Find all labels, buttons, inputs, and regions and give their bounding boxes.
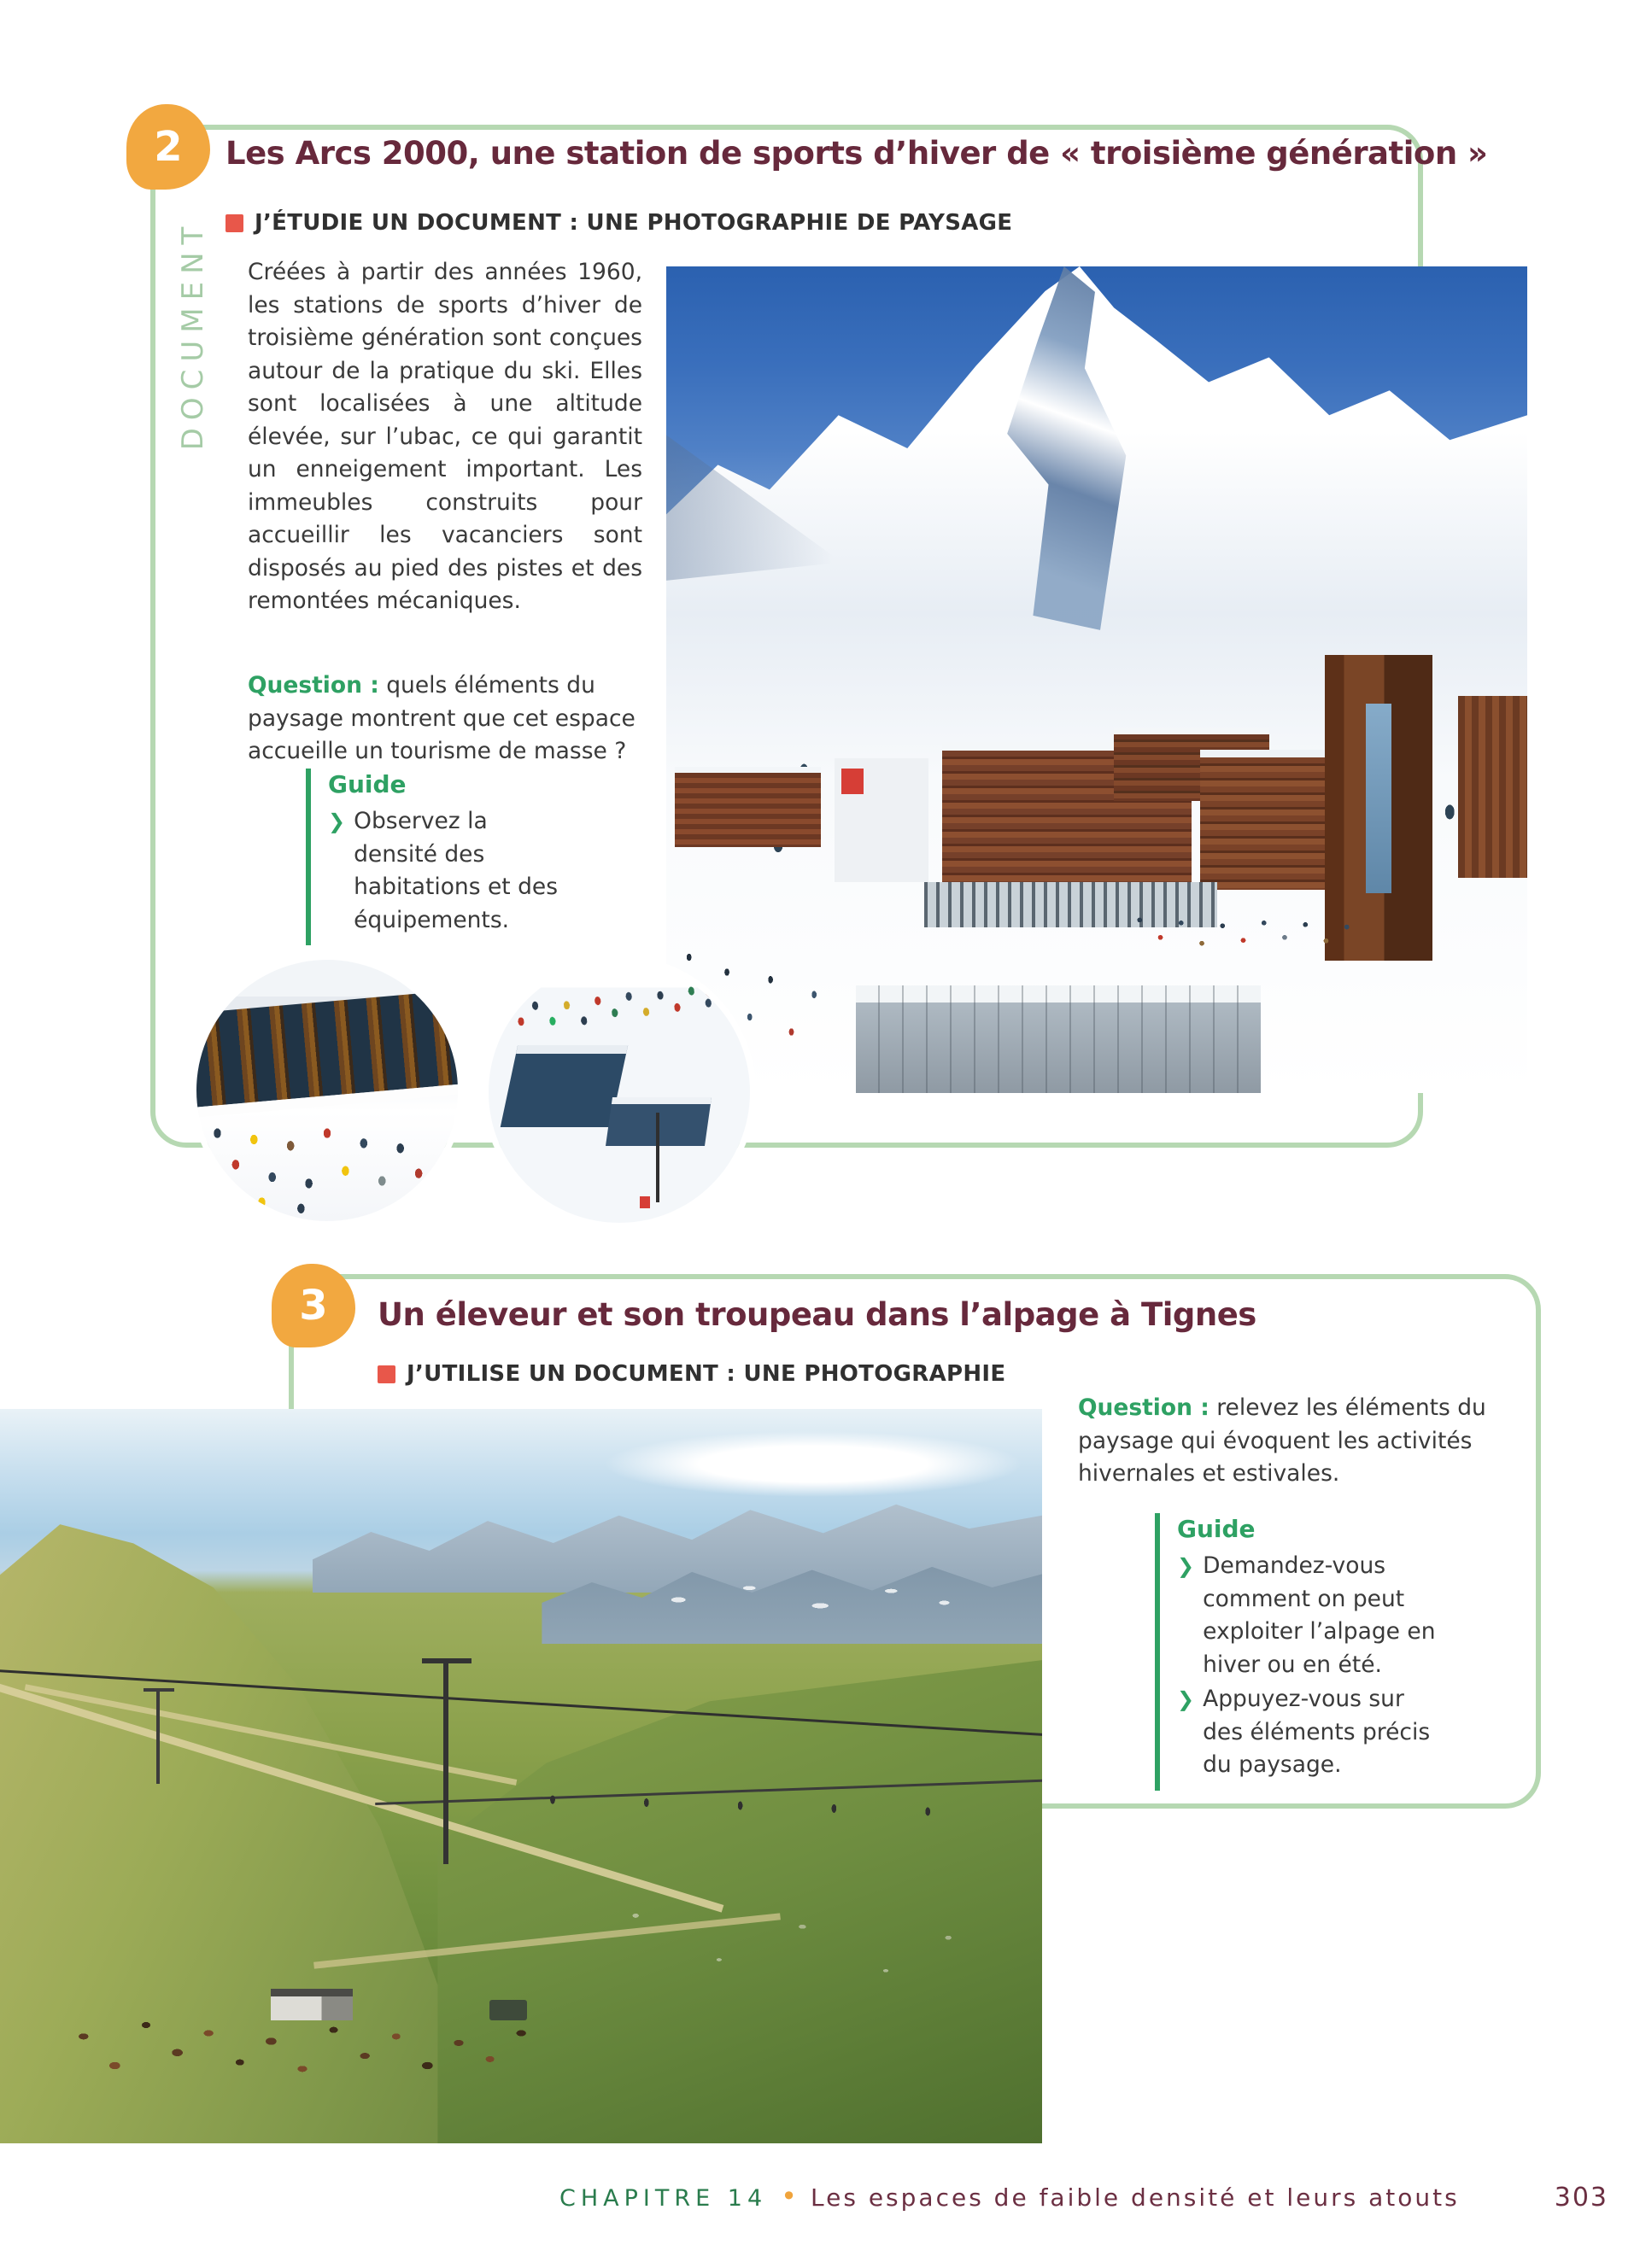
guide-item bbox=[1177, 1683, 1449, 1782]
skill-label-text: J’UTILISE UN DOCUMENT : UNE PHOTOGRAPHIE bbox=[407, 1361, 1006, 1387]
concrete-wall bbox=[856, 985, 1261, 1093]
page-footer bbox=[559, 2180, 1608, 2212]
document-3-question bbox=[1078, 1392, 1509, 1491]
chevron-right-icon bbox=[328, 805, 345, 838]
question-text: quels éléments du paysage montrent que cet espace accueille un tourisme de masse ? bbox=[248, 672, 636, 764]
white-building bbox=[835, 758, 929, 882]
resort-detail-photo-terrace bbox=[196, 960, 458, 1221]
document-3-number-badge: 3 bbox=[272, 1264, 355, 1347]
wall-seams bbox=[856, 985, 1261, 1093]
document-2-number-badge: 2 bbox=[126, 104, 210, 190]
document-2-question bbox=[248, 669, 651, 769]
document-3-guide bbox=[1155, 1513, 1449, 1791]
chairlift-chairs bbox=[501, 1776, 1022, 1835]
document-3-skill-label bbox=[378, 1361, 1005, 1387]
chalet-roof-1 bbox=[501, 1045, 628, 1127]
red-square-icon bbox=[378, 1365, 395, 1383]
alpine-pasture-photo bbox=[0, 1409, 1042, 2143]
snow-patches bbox=[625, 1570, 980, 1629]
terrace-crowd bbox=[1114, 903, 1372, 961]
ski-resort-photo bbox=[666, 266, 1527, 1093]
lift-pylon bbox=[656, 1113, 659, 1201]
guide-item bbox=[328, 805, 569, 937]
skill-label-text: J’ÉTUDIE UN DOCUMENT : UNE PHOTOGRAPHIE DE PAYSAGE bbox=[255, 210, 1013, 236]
document-2-guide bbox=[306, 769, 569, 945]
red-marker bbox=[640, 1196, 650, 1208]
question-label: Question : bbox=[1078, 1394, 1210, 1421]
guide-item-text: Demandez-vous comment on peut exploiter l’alpage en hiver ou en été. bbox=[1203, 1552, 1436, 1678]
document-sidebar-label: DOCUMENT bbox=[176, 219, 210, 451]
chairlift-pylon bbox=[443, 1658, 448, 1864]
chapter-label: CHAPITRE 14 bbox=[559, 2185, 768, 2212]
document-3-title: Un éleveur et son troupeau dans l’alpage à Tignes bbox=[378, 1296, 1256, 1333]
red-logo bbox=[841, 769, 864, 794]
chairlift-crossarm bbox=[144, 1688, 174, 1692]
chairlift-crossarm bbox=[422, 1658, 472, 1663]
guide-item-text: Appuyez-vous sur des éléments précis du paysage. bbox=[1203, 1686, 1431, 1778]
cloud bbox=[605, 1431, 1022, 1497]
chairlift-pylon bbox=[156, 1688, 160, 1784]
footer-bullet-icon: • bbox=[781, 2180, 797, 2212]
cattle-herd bbox=[42, 1952, 563, 2113]
scree-rocks bbox=[573, 1850, 990, 2070]
apartment-block-far-right bbox=[1458, 696, 1527, 878]
chapter-title: Les espaces de faible densité et leurs atouts bbox=[811, 2183, 1460, 2212]
guide-item bbox=[1177, 1550, 1449, 1681]
guide-title: Guide bbox=[328, 770, 407, 798]
document-2-description: Créées à partir des années 1960, les stations de sports d’hiver de troisième génération sont conçues autour de la pratique du ski. Elles sont localisées à une altitude élevée, sur l’ubac, ce qui garantit un enneigement important. Les immeubles construits pour accueillir les vacanciers sont disposés au pied des pistes et des remontées mécaniques. bbox=[248, 259, 642, 614]
chevron-right-icon bbox=[1177, 1550, 1194, 1582]
red-square-icon bbox=[226, 214, 243, 232]
guide-item-text: Observez la densité des habitations et des équipements. bbox=[354, 808, 558, 933]
guide-title: Guide bbox=[1177, 1515, 1256, 1543]
question-label: Question : bbox=[248, 672, 379, 699]
crowd-on-terrace bbox=[196, 1096, 458, 1221]
apartment-block-left bbox=[675, 767, 821, 847]
glass-facade bbox=[1366, 704, 1391, 893]
document-2-title: Les Arcs 2000, une station de sports d’hiver de « troisième génération » bbox=[226, 135, 1488, 172]
question-text: relevez les éléments du paysage qui évoquent les activités hivernales et estivales. bbox=[1078, 1394, 1486, 1487]
page-number: 303 bbox=[1554, 2183, 1608, 2212]
chevron-right-icon bbox=[1177, 1683, 1194, 1716]
resort-detail-photo-slope bbox=[489, 962, 750, 1223]
document-2-skill-label bbox=[226, 210, 1012, 236]
